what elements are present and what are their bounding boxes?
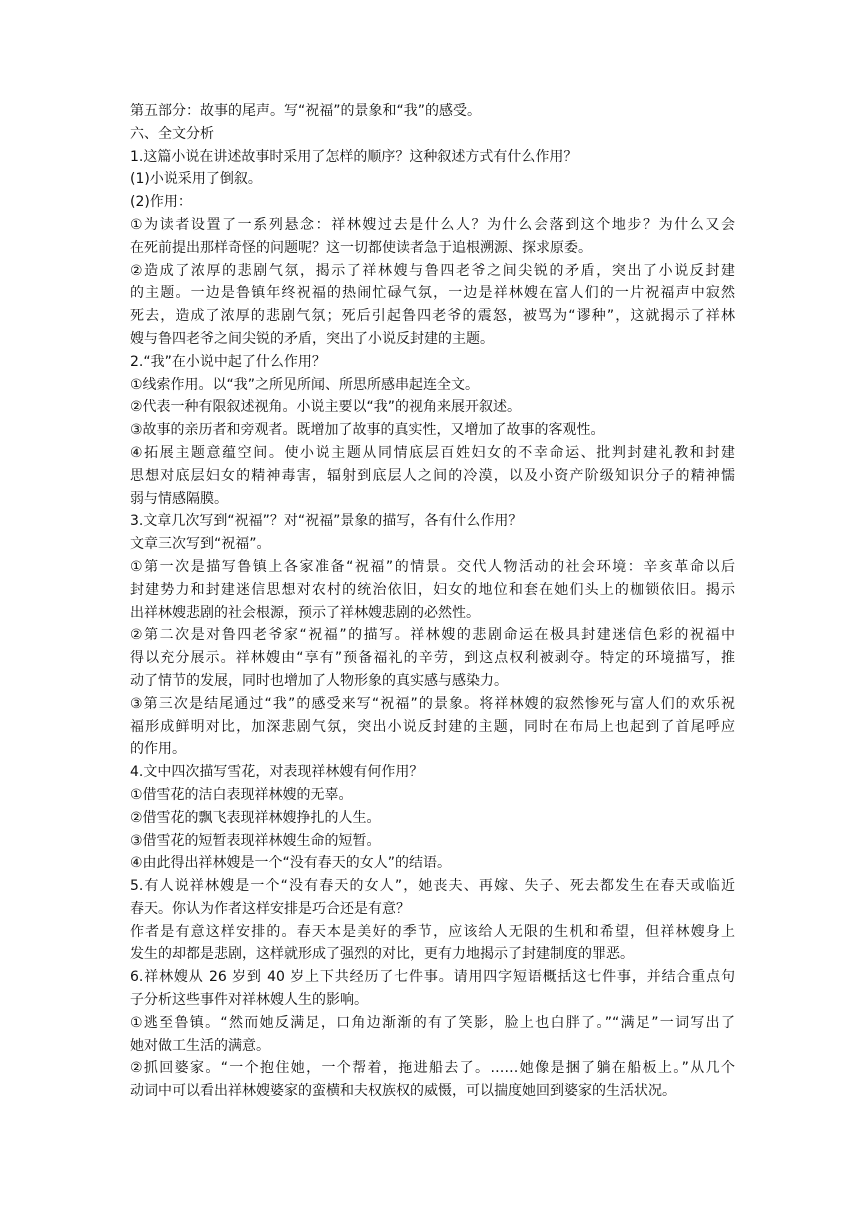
- text-line: 5.有人说祥林嫂是一个“没有春天的女人”，她丧夫、再嫁、失子、死去都发生在春天或临近: [130, 878, 735, 895]
- text-line: ①线索作用。以“我”之所见所闻、所思所感串起连全文。: [130, 376, 480, 393]
- text-line: 死去，造成了浓厚的悲剧气氛；死后引起鲁四老爷的震怒，被骂为“谬种”，这就揭示了祥林: [130, 308, 735, 325]
- text-line: 春天。你认为作者这样安排是巧合还是有意？: [130, 900, 410, 917]
- text-line: ④拓展主题意蕴空间。使小说主题从同情底层百姓妇女的不幸命运、批判封建礼教和封建: [130, 444, 735, 461]
- text-line: 在死前提出那样奇怪的问题呢？这一切都使读者急于追根溯源、探求原委。: [130, 239, 592, 256]
- text-line: ③故事的亲历者和旁观者。既增加了故事的真实性，又增加了故事的客观性。: [130, 422, 605, 439]
- text-line: ①第一次是描写鲁镇上各家准备“祝福”的情景。交代人物活动的社会环境：辛亥革命以后: [130, 558, 735, 575]
- text-line: ③第三次是结尾通过“我”的感受来写“祝福”的景象。将祥林嫂的寂然惨死与富人们的欢乐祝: [130, 695, 735, 712]
- text-line: ②借雪花的飘飞表现祥林嫂挣扎的人生。: [130, 809, 381, 826]
- text-line: ②代表一种有限叙述视角。小说主要以“我”的视角来展开叙述。: [130, 399, 522, 416]
- text-line: (1)小说采用了倒叙。: [130, 171, 262, 188]
- text-line: 子分析这些事件对祥林嫂人生的影响。: [130, 992, 368, 1009]
- text-line: 福形成鲜明对比，加深悲剧气氛，突出小说反封建的主题，同时在布局上也起到了首尾呼应: [130, 718, 735, 735]
- text-line: 的主题。一边是鲁镇年终祝福的热闹忙碌气氛，一边是祥林嫂在富人们的一片祝福声中寂然: [130, 285, 735, 302]
- text-line: 1.这篇小说在讲述故事时采用了怎样的顺序？这种叙述方式有什么作用？: [130, 148, 578, 165]
- text-line: ②第二次是对鲁四老爷家“祝福”的描写。祥林嫂的悲剧命运在极具封建迷信色彩的祝福中: [130, 627, 735, 644]
- text-line: 的作用。: [130, 741, 186, 758]
- text-line: (2)作用：: [130, 194, 192, 211]
- text-line: 出祥林嫂悲剧的社会根源，预示了祥林嫂悲剧的必然性。: [130, 604, 480, 621]
- text-line: 动词中可以看出祥林嫂婆家的蛮横和夫权族权的威慑，可以揣度她回到婆家的生活状况。: [130, 1083, 676, 1100]
- text-line: 六、全文分析: [130, 125, 214, 142]
- text-line: ①借雪花的洁白表现祥林嫂的无辜。: [130, 786, 353, 803]
- text-line: 动了情节的发展，同时也增加了人物形象的真实感与感染力。: [130, 672, 508, 689]
- text-line: 文章三次写到“祝福”。: [130, 536, 271, 553]
- text-line: ②抓回婆家。“一个抱住她，一个帮着，拖进船去了。……她像是捆了躺在船板上。”从几个: [130, 1060, 735, 1077]
- text-line: 2.“我”在小说中起了什么作用？: [130, 353, 326, 370]
- text-line: 6.祥林嫂从 26 岁到 40 岁上下共经历了七件事。请用四字短语概括这七件事，并结合重点句: [130, 969, 735, 986]
- text-line: 发生的却都是悲剧，这样就形成了强烈的对比，更有力地揭示了封建制度的罪恶。: [130, 946, 634, 963]
- document-body: [130, 100, 735, 1103]
- text-line: ①为读者设置了一系列悬念：祥林嫂过去是什么人？为什么会落到这个地步？为什么又会: [130, 216, 735, 233]
- text-line: 得以充分展示。祥林嫂由“享有”预备福礼的辛劳，到这点权利被剥夺。特定的环境描写，推: [130, 650, 735, 667]
- text-line: 嫂与鲁四老爷之间尖锐的矛盾，突出了小说反封建的主题。: [130, 330, 494, 347]
- text-line: ②造成了浓厚的悲剧气氛，揭示了祥林嫂与鲁四老爷之间尖锐的矛盾，突出了小说反封建: [130, 262, 735, 279]
- text-line: 思想对底层妇女的精神毒害，辐射到底层人之间的冷漠，以及小资产阶级知识分子的精神懦: [130, 467, 735, 484]
- text-line: ④由此得出祥林嫂是一个“没有春天的女人”的结语。: [130, 855, 452, 872]
- text-line: 第五部分：故事的尾声。写“祝福”的景象和“我”的感受。: [130, 103, 482, 119]
- text-line: 封建势力和封建迷信思想对农村的统治依旧，妇女的地位和套在她们头上的枷锁依旧。揭示: [130, 581, 735, 598]
- text-line: ③借雪花的短暂表现祥林嫂生命的短暂。: [130, 832, 381, 849]
- text-line: ①逃至鲁镇。“然而她反满足，口角边渐渐的有了笑影，脸上也白胖了。”“满足”一词写出了: [130, 1014, 735, 1031]
- text-line: 作者是有意这样安排的。春天本是美好的季节，应该给人无限的生机和希望，但祥林嫂身上: [130, 923, 735, 940]
- text-line: 3.文章几次写到“祝福”？对“祝福”景象的描写，各有什么作用？: [130, 513, 523, 530]
- text-line: 4.文中四次描写雪花，对表现祥林嫂有何作用？: [130, 764, 424, 781]
- text-line: 弱与情感隔膜。: [130, 490, 228, 507]
- text-line: 她对做工生活的满意。: [130, 1037, 270, 1054]
